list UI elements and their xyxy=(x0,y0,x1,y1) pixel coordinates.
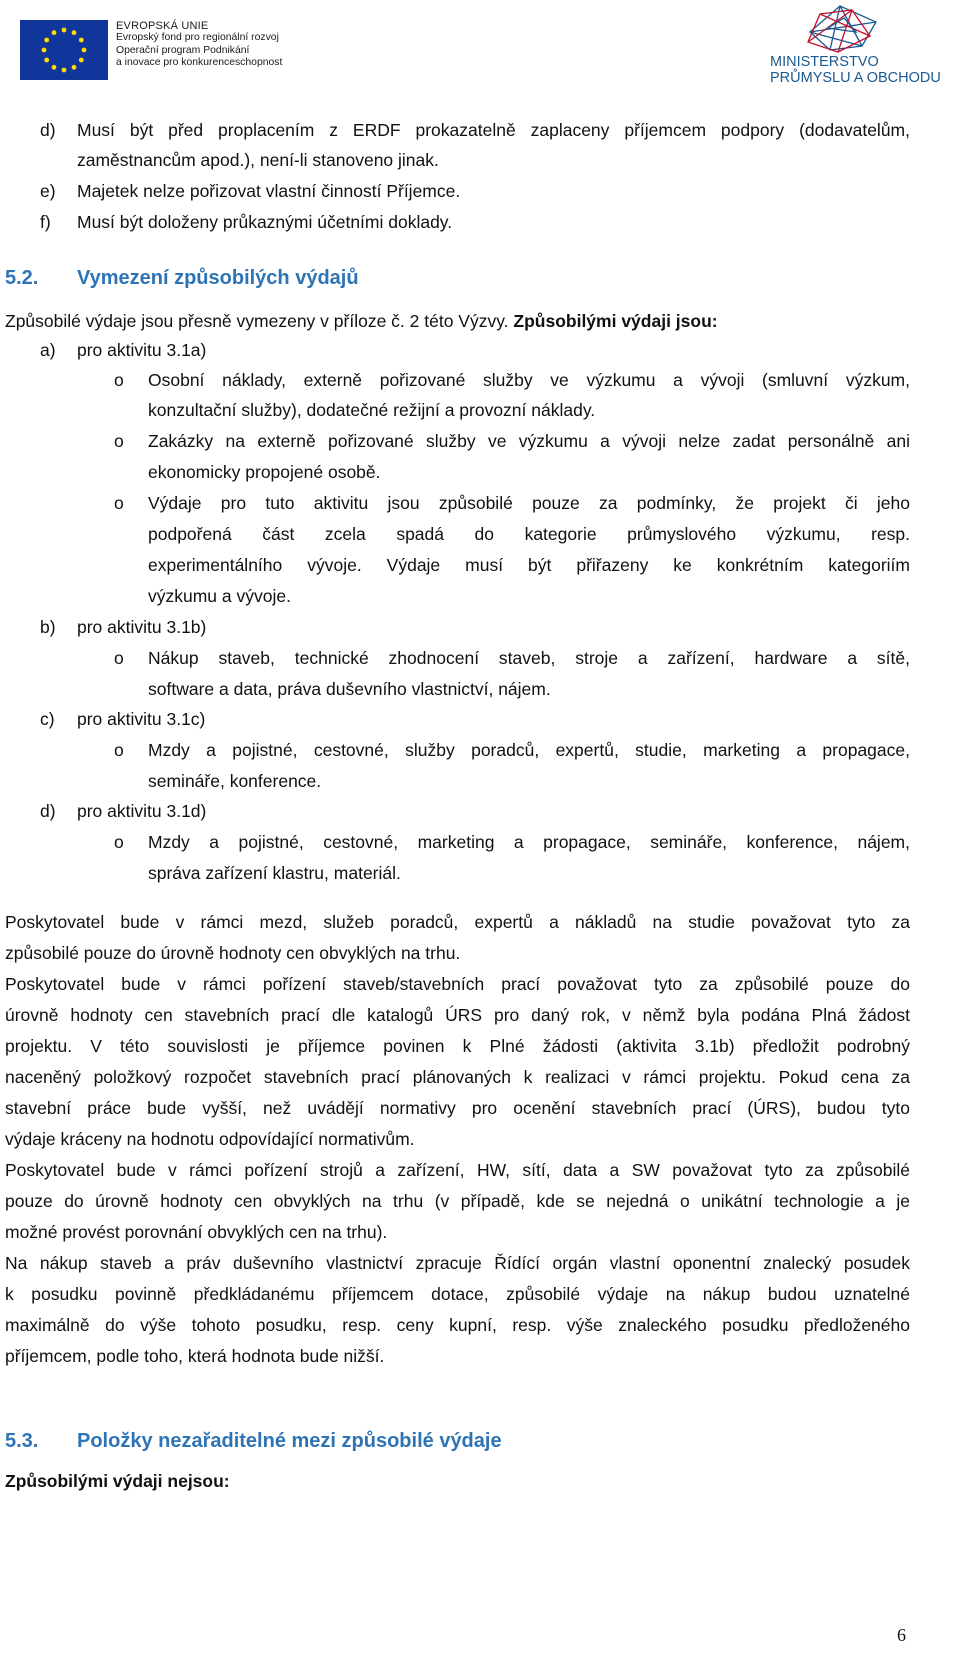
eu-star-icon xyxy=(82,48,87,53)
eu-logo-fund: Evropský fond pro regionální rozvoj xyxy=(116,32,279,44)
paragraph-line: naceněný položkový rozpočet stavebních prací plánovaných k realizaci v rámci projektu. Pokud cena za xyxy=(5,1067,910,1087)
ministry-logo-line2: PRŮMYSLU A OBCHODU xyxy=(770,70,941,86)
paragraph-line: Poskytovatel bude v rámci mezd, služeb poradců, expertů a nákladů na studie považovat tyto za xyxy=(5,912,910,932)
paragraph-line: způsobilé pouze do úrovně hodnoty cen obvyklých na trhu. xyxy=(5,943,461,963)
activity-marker: c) xyxy=(40,709,55,729)
ministry-logo-line1: MINISTERSTVO xyxy=(770,54,879,70)
bullet-text: semináře, konference. xyxy=(148,771,322,791)
bullet-icon: o xyxy=(114,648,124,668)
activity-label: pro aktivitu 3.1d) xyxy=(77,801,207,821)
activity-marker: d) xyxy=(40,801,56,821)
paragraph-line: pouze do úrovně hodnoty cen obvyklých na trhu (v případě, kde se nejedná o unikátní technologie a je xyxy=(5,1191,910,1211)
bullet-text: správa zařízení klastru, materiál. xyxy=(148,863,401,883)
section-number: 5.2. xyxy=(5,267,39,289)
eu-star-icon xyxy=(62,28,67,33)
paragraph-line: příjemcem, podle toho, která hodnota bude nižší. xyxy=(5,1346,385,1366)
section-number: 5.3. xyxy=(5,1430,39,1452)
bullet-text: experimentálního vývoje. Výdaje musí být přiřazeny ke konkrétním kategoriím xyxy=(148,555,910,575)
bullet-text: podpořená část zcela spadá do kategorie průmyslového výzkumu, resp. xyxy=(148,524,910,544)
bullet-text: Nákup staveb, technické zhodnocení staveb, stroje a zařízení, hardware a sítě, xyxy=(148,648,910,668)
bullet-text: software a data, práva duševního vlastnictví, nájem. xyxy=(148,679,551,699)
section-lead-bold: Způsobilými výdaji jsou: xyxy=(513,311,718,331)
eu-star-icon xyxy=(42,48,47,53)
bullet-text: výzkumu a vývoje. xyxy=(148,586,291,606)
activity-marker: a) xyxy=(40,340,56,360)
eu-star-icon xyxy=(72,65,77,70)
eu-star-icon xyxy=(44,58,49,63)
eu-logo-title: EVROPSKÁ UNIE xyxy=(116,20,209,32)
paragraph-line: maximálně do výše tohoto posudku, resp. ceny kupní, resp. výše znaleckého posudku předloženého xyxy=(5,1315,910,1335)
bullet-icon: o xyxy=(114,493,124,513)
eu-star-icon xyxy=(79,58,84,63)
eu-flag-icon xyxy=(20,20,108,80)
section-lead xyxy=(5,305,718,337)
paragraph-line: projektu. V této souvislosti je příjemce povinen k Plné žádosti (aktivita 3.1b) předložit podrobný xyxy=(5,1036,910,1056)
paragraph-line: možné provést porovnání obvyklých cen na trhu). xyxy=(5,1222,388,1242)
paragraph-line: úrovně hodnoty cen stavebních prací dle katalogů ÚRS pro daný rok, v němž byla podána Plná žádost xyxy=(5,1005,910,1025)
section-lead-text: Způsobilé výdaje jsou přesně vymezeny v příloze č. 2 této Výzvy. xyxy=(5,311,509,331)
bullet-text: Mzdy a pojistné, cestovné, marketing a propagace, semináře, konference, nájem, xyxy=(148,832,910,852)
list-marker: d) xyxy=(40,120,56,140)
bullet-text: ekonomicky propojené osobě. xyxy=(148,462,381,482)
bullet-text: Výdaje pro tuto aktivitu jsou způsobilé pouze za podmínky, že projekt či jeho xyxy=(148,493,910,513)
ministry-emblem-icon xyxy=(790,2,890,54)
eu-logo-programme: Operační program Podnikání xyxy=(116,44,250,56)
page-number: 6 xyxy=(897,1625,906,1645)
list-item-text: Majetek nelze pořizovat vlastní činností Příjemce. xyxy=(77,181,461,201)
eu-star-icon xyxy=(79,38,84,43)
list-marker: f) xyxy=(40,212,51,232)
eu-logo-programme-sub: a inovace pro konkurenceschopnost xyxy=(116,57,283,69)
section-heading: Položky nezařaditelné mezi způsobilé výdaje xyxy=(77,1430,502,1452)
eu-star-icon xyxy=(62,68,67,73)
activity-marker: b) xyxy=(40,617,56,637)
eu-star-icon xyxy=(72,30,77,35)
bullet-text: Mzdy a pojistné, cestovné, služby poradců, expertů, studie, marketing a propagace, xyxy=(148,740,910,760)
eu-star-icon xyxy=(52,30,57,35)
paragraph-line: výdaje kráceny na hodnotu odpovídající normativům. xyxy=(5,1129,415,1149)
paragraph-line: Poskytovatel bude v rámci pořízení staveb/stavebních prací považovat tyto za způsobilé pouze do xyxy=(5,974,910,994)
bullet-text: Zakázky na externě pořizované služby ve výzkumu a vývoji nelze zadat personálně ani xyxy=(148,431,910,451)
bullet-icon: o xyxy=(114,370,124,390)
ministry-logo xyxy=(770,2,950,88)
paragraph-line: k posudku povinně předkládanému příjemcem dotace, způsobilé výdaje na nákup budou uznatelné xyxy=(5,1284,910,1304)
section-lead-bold: Způsobilými výdaji nejsou: xyxy=(5,1471,230,1491)
paragraph-line: stavební práce bude vyšší, než uvádějí normativy pro ocenění stavebních prací (ÚRS), budou tyto xyxy=(5,1098,910,1118)
bullet-icon: o xyxy=(114,431,124,451)
bullet-icon: o xyxy=(114,740,124,760)
activity-label: pro aktivitu 3.1b) xyxy=(77,617,207,637)
section-heading: Vymezení způsobilých výdajů xyxy=(77,267,359,289)
list-item-text: Musí být doloženy průkaznými účetními doklady. xyxy=(77,212,453,232)
bullet-text: Osobní náklady, externě pořizované služby ve výzkumu a vývoji (smluvní výzkum, xyxy=(148,370,910,390)
bullet-icon: o xyxy=(114,832,124,852)
list-item-text: Musí být před proplacením z ERDF prokazatelně zaplaceny příjemcem podpory (dodavatelům, xyxy=(77,120,910,140)
list-marker: e) xyxy=(40,181,56,201)
bullet-text: konzultační služby), dodatečné režijní a provozní náklady. xyxy=(148,400,596,420)
eu-star-icon xyxy=(44,38,49,43)
paragraph-line: Poskytovatel bude v rámci pořízení strojů a zařízení, HW, sítí, data a SW považovat tyto za způsobilé xyxy=(5,1160,910,1180)
activity-label: pro aktivitu 3.1a) xyxy=(77,340,207,360)
activity-label: pro aktivitu 3.1c) xyxy=(77,709,206,729)
eu-star-icon xyxy=(52,65,57,70)
paragraph-line: Na nákup staveb a práv duševního vlastnictví zpracuje Řídící orgán vlastní oponentní znalecký posudek xyxy=(5,1253,910,1273)
eu-logo xyxy=(20,20,282,80)
list-item-text: zaměstnancům apod.), není-li stanoveno jinak. xyxy=(77,150,439,170)
